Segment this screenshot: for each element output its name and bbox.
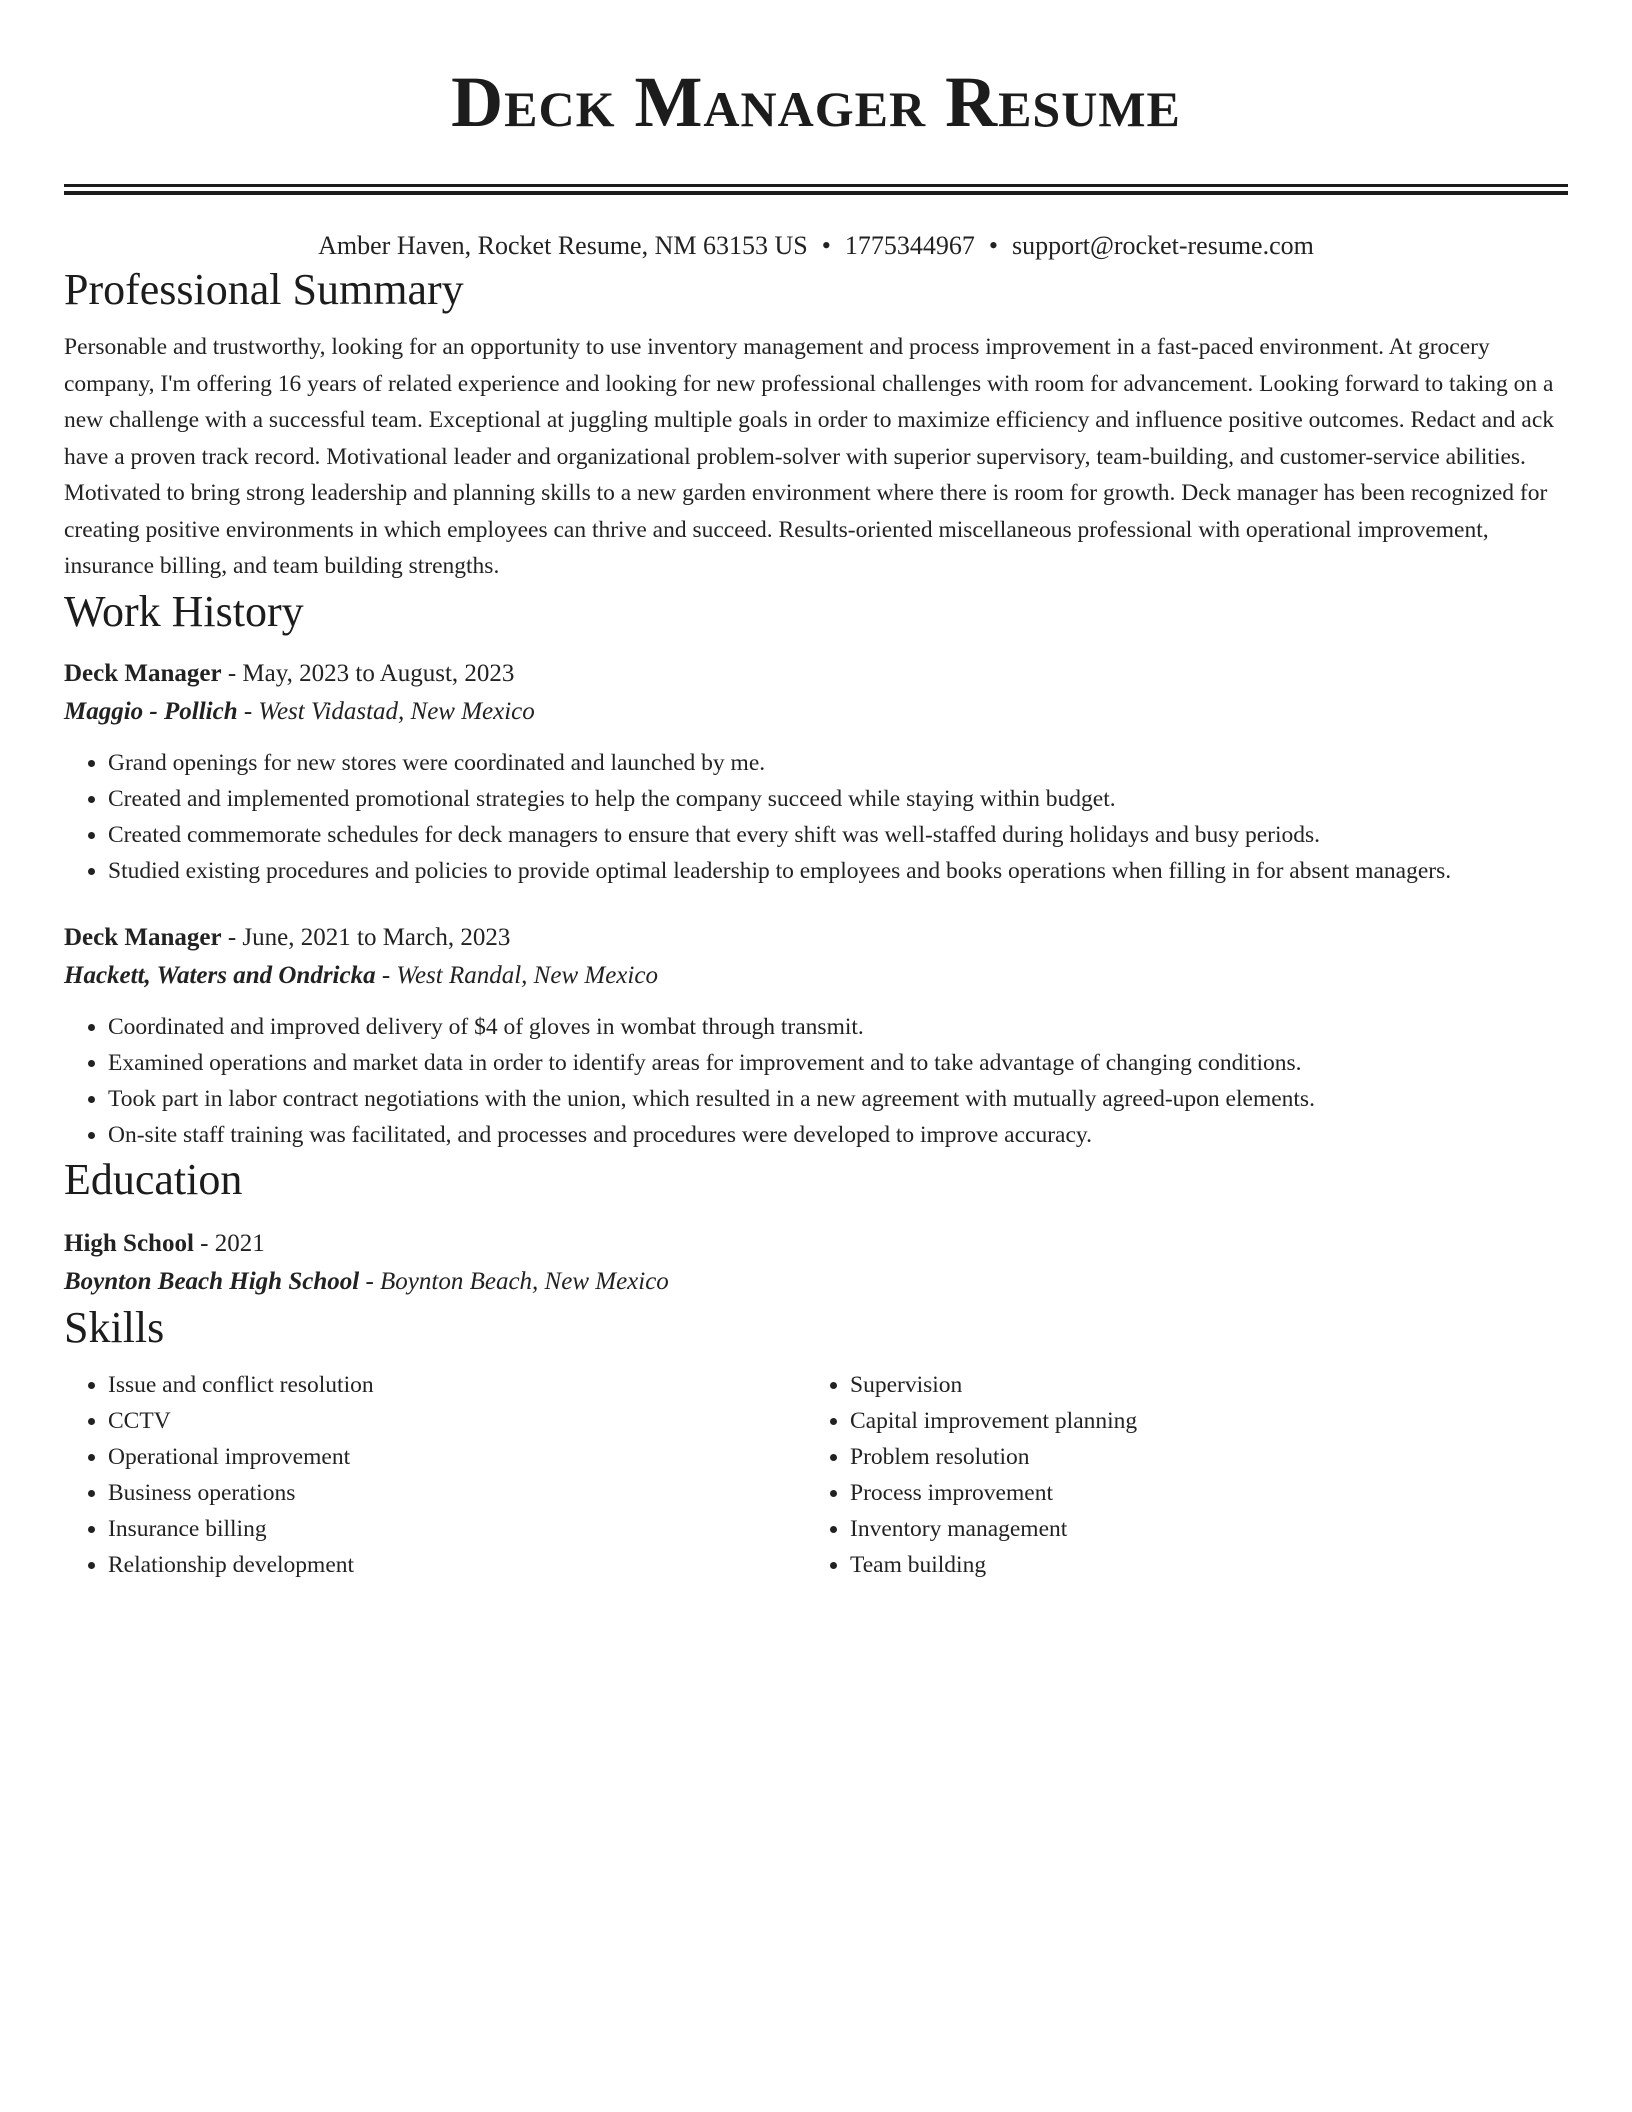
job-bullet: • Created and implemented promotional strategies to help the company succeed while staying within budget.: [108, 781, 1568, 817]
work-history-heading: Work History: [64, 586, 304, 636]
contact-separator: •: [988, 231, 998, 260]
education-entry: [64, 1225, 1568, 1301]
education-year: - 2021: [193, 1229, 265, 1257]
summary-heading: Professional Summary: [64, 265, 464, 314]
skill-item: • Problem resolution: [850, 1439, 1548, 1475]
education-degree-line: [64, 1225, 1568, 1263]
skill-item: • Team building: [850, 1547, 1548, 1583]
job-title-line: [64, 919, 1568, 957]
skill-item: • Capital improvement planning: [850, 1403, 1548, 1439]
contact-email: support@rocket-resume.com: [1011, 231, 1314, 260]
skills-column-right: [806, 1367, 1548, 1583]
skill-item: • Operational improvement: [108, 1439, 806, 1475]
job-location: - West Randal, New Mexico: [375, 961, 658, 989]
job-bullet: • Took part in labor contract negotiations with the union, which resulted in a new agreement with mutually agreed-upon elements.: [108, 1081, 1568, 1117]
contact-address: Amber Haven, Rocket Resume, NM 63153 US: [318, 231, 808, 260]
contact-line: [64, 229, 1568, 263]
skill-item: • Insurance billing: [108, 1511, 806, 1547]
skills-list: [64, 1367, 1568, 1583]
job-bullet: • On-site staff training was facilitated, and processes and procedures were developed to improve accuracy.: [108, 1117, 1568, 1153]
skill-item: • Inventory management: [850, 1511, 1548, 1547]
job-bullet: • Created commemorate schedules for deck managers to ensure that every shift was well-staffed during holidays and busy periods.: [108, 817, 1568, 853]
job-company: Maggio - Pollich: [64, 697, 238, 725]
job-bullets: [64, 1009, 1568, 1153]
job-bullet: • Examined operations and market data in order to identify areas for improvement and to take advantage of changing conditions.: [108, 1045, 1568, 1081]
job-bullet: • Grand openings for new stores were coordinated and launched by me.: [108, 745, 1568, 781]
education-heading: Education: [64, 1154, 243, 1204]
skill-item: • CCTV: [108, 1403, 806, 1439]
job-bullet: • Studied existing procedures and policies to provide optimal leadership to employees and books operations when filling in for absent managers.: [108, 853, 1568, 889]
job-company-line: [64, 693, 1568, 731]
skill-item: • Process improvement: [850, 1475, 1548, 1511]
job-entry: [64, 919, 1568, 1153]
job-bullets: [64, 745, 1568, 889]
education-school: Boynton Beach High School: [64, 1267, 360, 1295]
education-school-line: [64, 1263, 1568, 1301]
job-entry: [64, 655, 1568, 889]
skill-item: • Issue and conflict resolution: [108, 1367, 806, 1403]
education-degree: High School: [64, 1229, 194, 1257]
summary-text: Personable and trustworthy, looking for an opportunity to use inventory management and process improvement in a fast-paced environment. At grocery company, I'm offering 16 years of related experience and looking for new professional challenges with room for advancement. Looking forward to taking on a new challenge with a successful team. Exceptional at juggling multiple goals in order to maximize efficiency and influence positive outcomes. Redact and ack have a proven track record. Motivational leader and organizational problem-solver with superior supervisory, team-building, and customer-service abilities. Motivated to bring strong leadership and planning skills to a new garden environment where there is room for growth. Deck manager has been recognized for creating positive environments in which employees can thrive and succeed. Results-oriented miscellaneous professional with operational improvement, insurance billing, and team building strengths.: [64, 334, 1555, 579]
contact-separator: •: [821, 231, 831, 260]
job-dates: - May, 2023 to August, 2023: [221, 659, 515, 687]
job-location: - West Vidastad, New Mexico: [237, 697, 535, 725]
title-divider: [64, 184, 1568, 195]
job-title: Deck Manager: [64, 659, 222, 687]
job-bullet: • Coordinated and improved delivery of $4 of gloves in wombat through transmit.: [108, 1009, 1568, 1045]
job-title-line: [64, 655, 1568, 693]
page-title: Deck Manager Resume: [451, 62, 1181, 142]
skill-item: • Relationship development: [108, 1547, 806, 1583]
skills-column-left: [64, 1367, 806, 1583]
skills-heading: Skills: [64, 1302, 165, 1352]
skill-item: • Supervision: [850, 1367, 1548, 1403]
education-location: - Boynton Beach, New Mexico: [359, 1267, 669, 1295]
job-company-line: [64, 957, 1568, 995]
job-dates: - June, 2021 to March, 2023: [221, 923, 511, 951]
contact-phone: 1775344967: [844, 231, 975, 260]
job-title: Deck Manager: [64, 923, 222, 951]
skill-item: • Business operations: [108, 1475, 806, 1511]
job-company: Hackett, Waters and Ondricka: [64, 961, 376, 989]
